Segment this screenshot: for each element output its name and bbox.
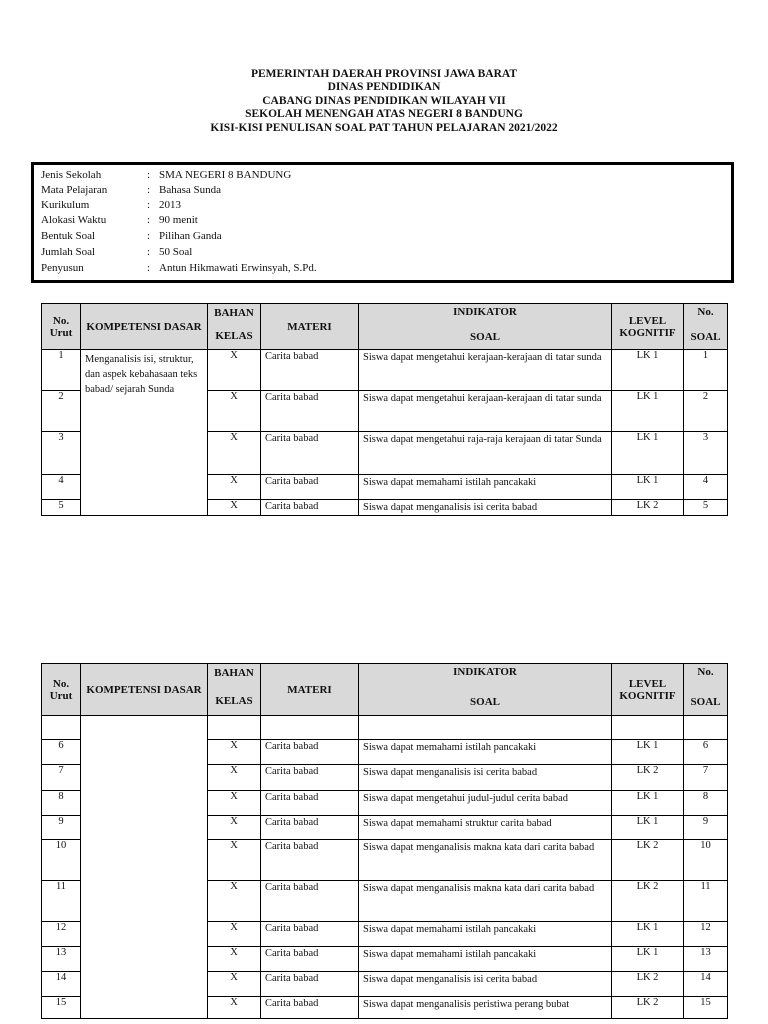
cell-empty (208, 716, 261, 740)
cell-soal: 7 (684, 765, 728, 791)
no-label: No. (697, 305, 714, 318)
col-kompetensi-dasar: KOMPETENSI DASAR (81, 664, 208, 716)
cell-level: LK 1 (612, 816, 684, 840)
cell-soal: 1 (684, 350, 728, 391)
cell-soal: 3 (684, 432, 728, 475)
document-header (0, 68, 768, 135)
cell-soal: 13 (684, 947, 728, 972)
cell-indikator: Siswa dapat mengetahui kerajaan-kerajaan di tatar sunda (359, 350, 612, 391)
col-level-kognitif: LEVEL KOGNITIF (612, 664, 684, 716)
info-value: 2013 (159, 199, 181, 211)
col-level-kognitif: LEVEL KOGNITIF (612, 304, 684, 350)
cell-materi: Carita babad (261, 791, 359, 816)
cell-kelas: X (208, 947, 261, 972)
cell-kelas: X (208, 791, 261, 816)
cell-level: LK 2 (612, 765, 684, 791)
soal-label: SOAL (470, 330, 500, 343)
info-row (41, 198, 181, 213)
header-line-3: CABANG DINAS PENDIDIKAN WILAYAH VII (262, 94, 506, 107)
info-row (41, 183, 221, 198)
indikator-label: INDIKATOR (453, 665, 517, 678)
table-header-row (42, 304, 728, 350)
cell-materi: Carita babad (261, 432, 359, 475)
cell-indikator: Siswa dapat menganalisis peristiwa perang bubat (359, 997, 612, 1019)
info-value: Pilihan Ganda (159, 230, 222, 242)
cell-soal: 2 (684, 391, 728, 432)
info-sep: : (147, 199, 151, 211)
cell-kompetensi-dasar-empty (81, 716, 208, 1019)
cell-soal: 12 (684, 922, 728, 947)
cell-kelas: X (208, 922, 261, 947)
cell-indikator: Siswa dapat memahami istilah pancakaki (359, 922, 612, 947)
col-no-urut: No. Urut (42, 304, 81, 350)
kisi-table-1 (41, 303, 728, 516)
cell-materi: Carita babad (261, 922, 359, 947)
cell-soal: 5 (684, 500, 728, 516)
cell-no: 14 (42, 972, 81, 997)
cell-indikator: Siswa dapat memahami istilah pancakaki (359, 740, 612, 765)
cell-materi: Carita babad (261, 475, 359, 500)
soal-label: SOAL (470, 695, 500, 708)
cell-indikator: Siswa dapat memahami istilah pancakaki (359, 947, 612, 972)
info-row (41, 213, 198, 228)
info-sep: : (147, 214, 151, 226)
info-value: SMA NEGERI 8 BANDUNG (159, 169, 292, 181)
cell-no: 11 (42, 881, 81, 922)
cell-indikator: Siswa dapat menganalisis isi cerita babad (359, 500, 612, 516)
col-indikator-soal (359, 304, 612, 350)
cell-soal: 14 (684, 972, 728, 997)
cell-materi: Carita babad (261, 740, 359, 765)
cell-no: 7 (42, 765, 81, 791)
cell-no: 15 (42, 997, 81, 1019)
cell-kelas: X (208, 972, 261, 997)
cell-soal: 11 (684, 881, 728, 922)
col-kompetensi-dasar: KOMPETENSI DASAR (81, 304, 208, 350)
cell-empty (42, 716, 81, 740)
info-label: Mata Pelajaran (41, 184, 108, 196)
col-no-soal (684, 304, 728, 350)
col-no-urut: No. Urut (42, 664, 81, 716)
cell-no: 13 (42, 947, 81, 972)
header-line-1: PEMERINTAH DAERAH PROVINSI JAWA BARAT (250, 68, 518, 80)
cell-no: 2 (42, 391, 81, 432)
cell-level: LK 1 (612, 475, 684, 500)
header-line-4: SEKOLAH MENENGAH ATAS NEGERI 8 BANDUNG (245, 108, 523, 121)
bahan-label: BAHAN (214, 306, 254, 319)
cell-level: LK 1 (612, 922, 684, 947)
cell-level: LK 2 (612, 972, 684, 997)
table-row (42, 350, 728, 391)
cell-no: 5 (42, 500, 81, 516)
cell-kelas: X (208, 997, 261, 1019)
cell-kelas: X (208, 432, 261, 475)
cell-materi: Carita babad (261, 816, 359, 840)
soal-label: SOAL (690, 695, 721, 708)
cell-no: 10 (42, 840, 81, 881)
info-label: Alokasi Waktu (41, 214, 107, 226)
cell-soal: 8 (684, 791, 728, 816)
col-materi: MATERI (261, 304, 359, 350)
cell-empty (261, 716, 359, 740)
info-sep: : (147, 169, 151, 181)
cell-level: LK 1 (612, 740, 684, 765)
cell-soal: 4 (684, 475, 728, 500)
cell-level: LK 2 (612, 500, 684, 516)
info-row (41, 229, 222, 244)
table-header-row (42, 664, 728, 716)
info-value: 50 Soal (159, 246, 193, 258)
cell-kompetensi-dasar: Menganalisis isi, struktur, dan aspek kebahasaan teks babad/ sejarah Sunda (81, 350, 208, 516)
cell-materi: Carita babad (261, 997, 359, 1019)
info-row (41, 245, 192, 260)
col-no-soal (684, 664, 728, 716)
cell-no: 9 (42, 816, 81, 840)
cell-indikator: Siswa dapat menganalisis isi cerita babad (359, 972, 612, 997)
info-value: 90 menit (159, 214, 198, 226)
cell-kelas: X (208, 816, 261, 840)
info-row (41, 261, 317, 276)
table-row-empty (42, 716, 728, 740)
cell-no: 12 (42, 922, 81, 947)
cell-kelas: X (208, 475, 261, 500)
cell-indikator: Siswa dapat menganalisis makna kata dari carita babad (359, 840, 612, 881)
cell-level: LK 2 (612, 881, 684, 922)
info-label: Kurikulum (41, 199, 90, 211)
cell-level: LK 2 (612, 840, 684, 881)
cell-level: LK 1 (612, 947, 684, 972)
cell-empty (359, 716, 612, 740)
cell-indikator: Siswa dapat mengetahui raja-raja kerajaan di tatar Sunda (359, 432, 612, 475)
col-bahan-kelas (208, 664, 261, 716)
cell-soal: 6 (684, 740, 728, 765)
cell-no: 1 (42, 350, 81, 391)
kisi-table-2 (41, 663, 728, 1019)
cell-indikator: Siswa dapat memahami struktur carita babad (359, 816, 612, 840)
cell-materi: Carita babad (261, 350, 359, 391)
cell-materi: Carita babad (261, 972, 359, 997)
cell-indikator: Siswa dapat mengetahui kerajaan-kerajaan di tatar sunda (359, 391, 612, 432)
kelas-label: KELAS (215, 694, 253, 707)
info-sep: : (147, 246, 151, 258)
info-sep: : (147, 230, 151, 242)
cell-no: 8 (42, 791, 81, 816)
cell-indikator: Siswa dapat mengetahui judul-judul cerita babad (359, 791, 612, 816)
kelas-label: KELAS (215, 329, 253, 342)
info-label: Penyusun (41, 262, 84, 274)
cell-materi: Carita babad (261, 765, 359, 791)
cell-indikator: Siswa dapat menganalisis makna kata dari carita babad (359, 881, 612, 922)
soal-label: SOAL (690, 330, 721, 343)
cell-no: 4 (42, 475, 81, 500)
cell-soal: 10 (684, 840, 728, 881)
info-box (31, 162, 734, 283)
cell-materi: Carita babad (261, 881, 359, 922)
info-value: Bahasa Sunda (159, 184, 222, 196)
cell-materi: Carita babad (261, 500, 359, 516)
cell-kelas: X (208, 881, 261, 922)
cell-kelas: X (208, 391, 261, 432)
cell-kelas: X (208, 350, 261, 391)
cell-level: LK 2 (612, 997, 684, 1019)
col-materi: MATERI (261, 664, 359, 716)
info-label: Jenis Sekolah (41, 169, 102, 181)
cell-kelas: X (208, 500, 261, 516)
header-line-5: KISI-KISI PENULISAN SOAL PAT TAHUN PELAJARAN 2021/2022 (210, 121, 558, 134)
info-sep: : (147, 184, 151, 196)
cell-level: LK 1 (612, 791, 684, 816)
cell-level: LK 1 (612, 350, 684, 391)
cell-indikator: Siswa dapat menganalisis isi cerita babad (359, 765, 612, 791)
info-label: Bentuk Soal (41, 230, 96, 242)
cell-no: 3 (42, 432, 81, 475)
cell-kelas: X (208, 840, 261, 881)
header-line-2: DINAS PENDIDIKAN (327, 81, 441, 94)
cell-kelas: X (208, 740, 261, 765)
cell-indikator: Siswa dapat memahami istilah pancakaki (359, 475, 612, 500)
no-label: No. (697, 665, 714, 678)
cell-soal: 9 (684, 816, 728, 840)
cell-empty (684, 716, 728, 740)
cell-kelas: X (208, 765, 261, 791)
cell-materi: Carita babad (261, 947, 359, 972)
col-bahan-kelas (208, 304, 261, 350)
indikator-label: INDIKATOR (453, 305, 517, 318)
cell-materi: Carita babad (261, 391, 359, 432)
info-row (41, 168, 291, 183)
bahan-label: BAHAN (214, 666, 254, 679)
cell-level: LK 1 (612, 391, 684, 432)
cell-level: LK 1 (612, 432, 684, 475)
cell-no: 6 (42, 740, 81, 765)
info-value: Antun Hikmawati Erwinsyah, S.Pd. (159, 262, 317, 274)
cell-materi: Carita babad (261, 840, 359, 881)
cell-soal: 15 (684, 997, 728, 1019)
col-indikator-soal (359, 664, 612, 716)
info-label: Jumlah Soal (41, 246, 96, 258)
cell-empty (612, 716, 684, 740)
info-sep: : (147, 262, 151, 274)
